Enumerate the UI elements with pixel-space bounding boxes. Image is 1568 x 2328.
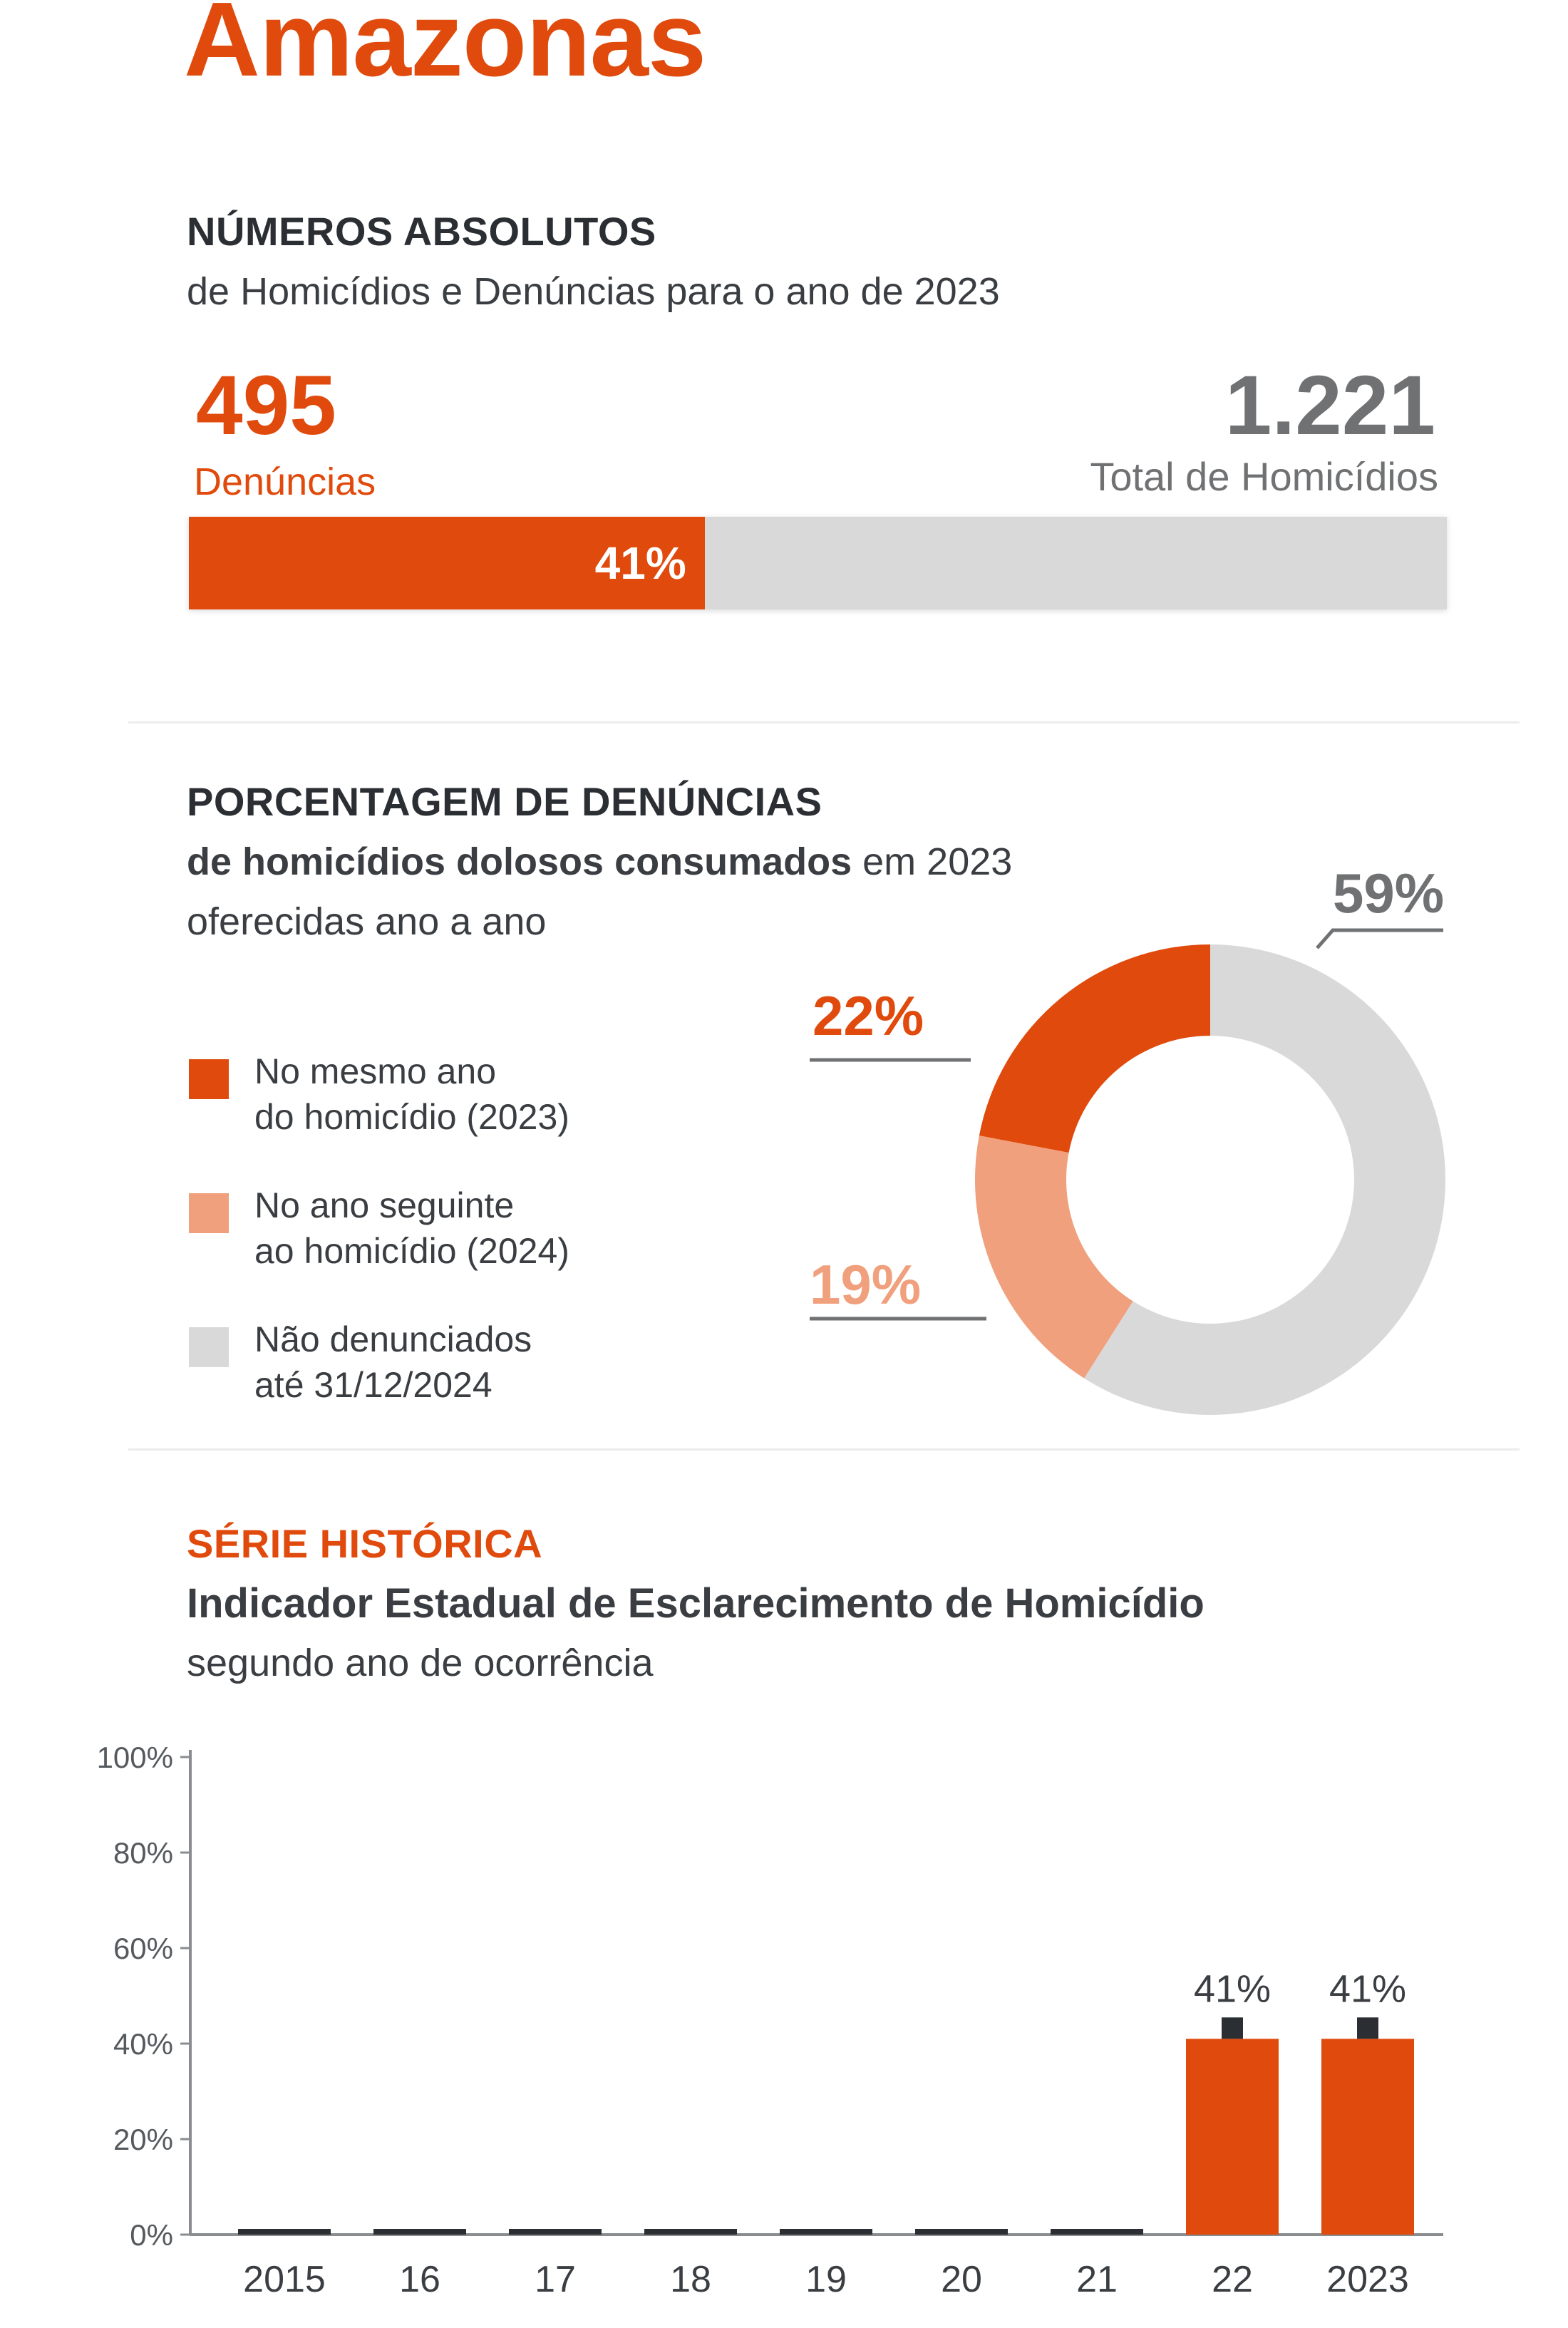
bar-18 <box>644 2229 737 2235</box>
legend-text <box>254 1049 569 1140</box>
donut-label-59: 59% <box>1333 862 1445 924</box>
absolutos-subtitle: de Homicídios e Denúncias para o ano de 2023 <box>187 270 1000 313</box>
section-divider <box>128 721 1520 723</box>
legend-line1: No mesmo ano <box>254 1051 497 1091</box>
donut-slices <box>975 944 1445 1415</box>
donut-label-19: 19% <box>810 1253 922 1316</box>
porcentagem-subtitle-line2: oferecidas ano a ano <box>187 900 547 943</box>
denuncias-label: Denúncias <box>194 460 376 503</box>
donut-slice-same-year <box>979 944 1210 1153</box>
denuncias-percent-label: 41% <box>594 537 686 589</box>
x-tick-label: 18 <box>670 2259 711 2300</box>
denuncias-value: 495 <box>196 359 336 453</box>
section-divider <box>128 1448 1520 1451</box>
homicidios-label: Total de Homicídios <box>1090 454 1438 499</box>
bar-19 <box>780 2229 872 2235</box>
x-tick-label: 17 <box>535 2259 576 2300</box>
porcentagem-subtitle-rest: em 2023 <box>852 840 1013 883</box>
donut-chart <box>784 855 1497 1426</box>
bar-2023 <box>1321 2039 1414 2235</box>
bar-error-marker <box>1222 2017 1243 2039</box>
legend-line2: do homicídio (2023) <box>254 1097 569 1137</box>
legend-text <box>254 1183 569 1274</box>
bar-chart-y-ticks <box>97 1741 190 2252</box>
y-tick-label: 100% <box>96 1741 173 1774</box>
bar-chart-bars <box>238 1967 1414 2235</box>
denuncias-progress-bar <box>189 517 1447 609</box>
bar-chart-x-labels <box>243 2259 1409 2300</box>
donut-label-22: 22% <box>813 984 924 1047</box>
absolutos-title: NÚMEROS ABSOLUTOS <box>187 209 656 254</box>
homicidios-value: 1.221 <box>1224 359 1435 453</box>
y-tick-label: 20% <box>113 2123 173 2156</box>
y-tick-label: 0% <box>130 2218 173 2252</box>
legend-text <box>254 1317 532 1408</box>
x-tick-label: 2023 <box>1326 2259 1409 2300</box>
x-tick-label: 22 <box>1212 2259 1253 2300</box>
porcentagem-title: PORCENTAGEM DE DENÚNCIAS <box>187 779 822 824</box>
bar-chart <box>0 1696 1568 2328</box>
bar-data-label: 41% <box>1329 1967 1407 2011</box>
bar-22 <box>1186 2039 1279 2235</box>
y-tick-label: 40% <box>113 2027 173 2061</box>
bar-16 <box>373 2229 466 2235</box>
legend-line1: No ano seguinte <box>254 1185 515 1225</box>
legend-swatch <box>189 1059 229 1099</box>
serie-subtitle2: segundo ano de ocorrência <box>187 1642 654 1684</box>
y-tick-label: 80% <box>113 1836 173 1870</box>
legend-line1: Não denunciados <box>254 1319 532 1359</box>
porcentagem-subtitle-bold: de homicídios dolosos consumados <box>187 840 852 883</box>
legend-line2: ao homicídio (2024) <box>254 1231 569 1271</box>
legend-line2: até 31/12/2024 <box>254 1365 492 1405</box>
bar-data-label: 41% <box>1193 1967 1272 2011</box>
x-tick-label: 21 <box>1076 2259 1118 2300</box>
bar-21 <box>1051 2229 1143 2235</box>
state-title: Amazonas <box>184 0 706 98</box>
bar-20 <box>915 2229 1008 2235</box>
x-tick-label: 20 <box>941 2259 982 2300</box>
x-tick-label: 16 <box>399 2259 440 2300</box>
serie-subtitle: Indicador Estadual de Esclarecimento de Homicídio <box>187 1580 1205 1627</box>
bar-17 <box>509 2229 602 2235</box>
leader-line-59 <box>1317 930 1443 948</box>
legend-swatch <box>189 1193 229 1233</box>
y-tick-label: 60% <box>113 1932 173 1965</box>
bar-error-marker <box>1357 2017 1378 2039</box>
serie-title: SÉRIE HISTÓRICA <box>187 1521 543 1566</box>
bar-2015 <box>238 2229 331 2235</box>
x-tick-label: 2015 <box>243 2259 326 2300</box>
legend-swatch <box>189 1327 229 1367</box>
x-tick-label: 19 <box>805 2259 847 2300</box>
